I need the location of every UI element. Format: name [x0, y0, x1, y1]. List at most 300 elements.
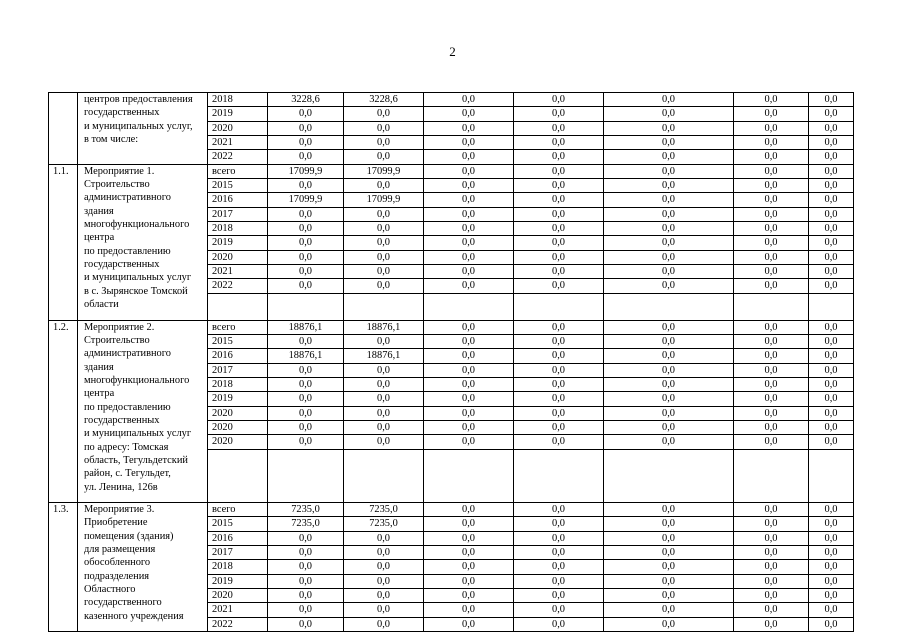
activity-number: 1.2.: [49, 320, 78, 502]
value-cell: 7235,0: [268, 502, 344, 516]
value-cell: 0,0: [514, 531, 604, 545]
value-cell: 0,0: [734, 334, 809, 348]
value-cell: 0,0: [424, 531, 514, 545]
description-line: Мероприятие 2.: [84, 321, 155, 333]
description-line: Областного: [84, 584, 136, 596]
value-cell: 0,0: [734, 207, 809, 221]
value-cell: 0,0: [734, 502, 809, 516]
value-cell: 0,0: [344, 560, 424, 574]
value-cell: 0,0: [514, 617, 604, 631]
description-line: казенного учреждения: [84, 610, 184, 622]
value-cell: 0,0: [809, 349, 854, 363]
value-cell: 0,0: [514, 517, 604, 531]
value-cell: 0,0: [514, 222, 604, 236]
year-cell: всего: [208, 164, 268, 178]
value-cell: 0,0: [604, 164, 734, 178]
value-cell: 0,0: [809, 334, 854, 348]
empty-cell: [734, 449, 809, 502]
empty-cell: [344, 293, 424, 320]
value-cell: 0,0: [604, 320, 734, 334]
value-cell: 0,0: [344, 150, 424, 164]
value-cell: 0,0: [734, 589, 809, 603]
value-cell: 0,0: [604, 574, 734, 588]
value-cell: 0,0: [424, 392, 514, 406]
value-cell: 0,0: [514, 406, 604, 420]
description-line: Строительство: [84, 179, 150, 191]
value-cell: 0,0: [604, 93, 734, 107]
value-cell: 0,0: [809, 435, 854, 449]
value-cell: 0,0: [424, 517, 514, 531]
value-cell: 0,0: [734, 222, 809, 236]
description-line: по адресу: Томская: [84, 441, 169, 453]
value-cell: 0,0: [809, 517, 854, 531]
value-cell: 0,0: [604, 334, 734, 348]
value-cell: 0,0: [268, 107, 344, 121]
value-cell: 0,0: [268, 279, 344, 293]
value-cell: 0,0: [514, 136, 604, 150]
value-cell: 0,0: [424, 334, 514, 348]
description-line: здания: [84, 361, 114, 373]
value-cell: 0,0: [268, 420, 344, 434]
value-cell: 0,0: [809, 560, 854, 574]
value-cell: 18876,1: [268, 349, 344, 363]
value-cell: 0,0: [268, 560, 344, 574]
description-line: по предоставлению: [84, 401, 171, 413]
description-line: административного: [84, 192, 171, 204]
empty-cell: [208, 293, 268, 320]
value-cell: 0,0: [809, 250, 854, 264]
value-cell: 0,0: [344, 603, 424, 617]
value-cell: 0,0: [344, 107, 424, 121]
value-cell: 0,0: [514, 349, 604, 363]
value-cell: 0,0: [424, 349, 514, 363]
value-cell: 0,0: [424, 107, 514, 121]
value-cell: 0,0: [734, 136, 809, 150]
year-cell: 2018: [208, 560, 268, 574]
value-cell: 0,0: [344, 420, 424, 434]
year-cell: 2019: [208, 107, 268, 121]
value-cell: 0,0: [734, 150, 809, 164]
table-row: [49, 320, 854, 334]
description-line: государственных: [84, 107, 160, 119]
year-cell: 2016: [208, 349, 268, 363]
value-cell: 0,0: [809, 279, 854, 293]
value-cell: 0,0: [424, 617, 514, 631]
value-cell: 3228,6: [268, 93, 344, 107]
value-cell: 0,0: [604, 502, 734, 516]
value-cell: 0,0: [809, 531, 854, 545]
value-cell: 0,0: [424, 589, 514, 603]
value-cell: 3228,6: [344, 93, 424, 107]
value-cell: 0,0: [424, 265, 514, 279]
year-cell: 2022: [208, 617, 268, 631]
year-cell: 2022: [208, 150, 268, 164]
value-cell: 0,0: [514, 121, 604, 135]
value-cell: 0,0: [809, 546, 854, 560]
description-line: в том числе:: [84, 134, 139, 146]
value-cell: 0,0: [424, 164, 514, 178]
value-cell: 0,0: [604, 420, 734, 434]
value-cell: 0,0: [268, 222, 344, 236]
value-cell: 0,0: [604, 560, 734, 574]
value-cell: 0,0: [268, 207, 344, 221]
value-cell: 0,0: [604, 363, 734, 377]
value-cell: 0,0: [344, 392, 424, 406]
value-cell: 0,0: [809, 589, 854, 603]
empty-cell: [424, 449, 514, 502]
value-cell: 0,0: [734, 279, 809, 293]
value-cell: 0,0: [809, 617, 854, 631]
value-cell: 0,0: [514, 392, 604, 406]
value-cell: 0,0: [268, 179, 344, 193]
value-cell: 0,0: [734, 377, 809, 391]
value-cell: 0,0: [604, 377, 734, 391]
value-cell: 0,0: [604, 349, 734, 363]
value-cell: 0,0: [268, 121, 344, 135]
value-cell: 0,0: [604, 546, 734, 560]
value-cell: 0,0: [604, 107, 734, 121]
description-line: по предоставлению: [84, 245, 171, 257]
value-cell: 0,0: [734, 121, 809, 135]
value-cell: 0,0: [268, 392, 344, 406]
value-cell: 0,0: [734, 250, 809, 264]
value-cell: 0,0: [424, 560, 514, 574]
activity-number: 1.1.: [49, 164, 78, 320]
description-line: государственных: [84, 259, 160, 271]
description-line: область, Тегульдетский: [84, 454, 188, 466]
activity-description: [78, 93, 208, 165]
value-cell: 0,0: [604, 121, 734, 135]
value-cell: 0,0: [268, 136, 344, 150]
description-line: многофункционального: [84, 219, 190, 231]
value-cell: 0,0: [424, 363, 514, 377]
value-cell: 0,0: [344, 589, 424, 603]
empty-cell: [604, 449, 734, 502]
value-cell: 0,0: [268, 617, 344, 631]
value-cell: 18876,1: [344, 349, 424, 363]
value-cell: 0,0: [514, 574, 604, 588]
value-cell: 0,0: [514, 589, 604, 603]
empty-cell: [604, 293, 734, 320]
value-cell: 0,0: [514, 107, 604, 121]
value-cell: 0,0: [424, 222, 514, 236]
value-cell: 0,0: [604, 603, 734, 617]
description-line: ул. Ленина, 126в: [84, 481, 158, 493]
value-cell: 17099,9: [268, 193, 344, 207]
description-line: обособленного: [84, 557, 151, 569]
value-cell: 0,0: [734, 392, 809, 406]
description-line: государственного: [84, 597, 162, 609]
year-cell: 2015: [208, 179, 268, 193]
value-cell: 0,0: [734, 320, 809, 334]
description-line: области: [84, 299, 119, 311]
description-line: многофункционального: [84, 374, 190, 386]
value-cell: 0,0: [344, 265, 424, 279]
value-cell: 0,0: [809, 121, 854, 135]
year-cell: 2017: [208, 363, 268, 377]
value-cell: 0,0: [424, 193, 514, 207]
value-cell: 0,0: [604, 207, 734, 221]
value-cell: 0,0: [734, 435, 809, 449]
value-cell: 0,0: [344, 617, 424, 631]
year-cell: 2019: [208, 392, 268, 406]
value-cell: 0,0: [604, 435, 734, 449]
empty-cell: [208, 449, 268, 502]
value-cell: 0,0: [424, 406, 514, 420]
value-cell: 0,0: [268, 377, 344, 391]
value-cell: 0,0: [604, 250, 734, 264]
value-cell: 0,0: [268, 435, 344, 449]
year-cell: 2018: [208, 222, 268, 236]
empty-cell: [809, 293, 854, 320]
value-cell: 17099,9: [268, 164, 344, 178]
year-cell: 2017: [208, 207, 268, 221]
description-line: помещения (здания): [84, 530, 174, 542]
value-cell: 0,0: [514, 320, 604, 334]
year-cell: 2020: [208, 121, 268, 135]
year-cell: 2019: [208, 574, 268, 588]
value-cell: 0,0: [268, 546, 344, 560]
value-cell: 7235,0: [344, 502, 424, 516]
value-cell: 0,0: [424, 121, 514, 135]
table-row: [49, 164, 854, 178]
value-cell: 0,0: [344, 250, 424, 264]
value-cell: 0,0: [344, 179, 424, 193]
value-cell: 0,0: [268, 236, 344, 250]
value-cell: 0,0: [809, 392, 854, 406]
year-cell: 2020: [208, 250, 268, 264]
year-cell: 2017: [208, 546, 268, 560]
year-cell: 2016: [208, 193, 268, 207]
value-cell: 0,0: [514, 279, 604, 293]
value-cell: 0,0: [344, 236, 424, 250]
year-cell: 2021: [208, 603, 268, 617]
value-cell: 0,0: [604, 150, 734, 164]
value-cell: 0,0: [734, 560, 809, 574]
value-cell: 0,0: [809, 320, 854, 334]
value-cell: 0,0: [424, 279, 514, 293]
value-cell: 0,0: [344, 136, 424, 150]
table-row: [49, 93, 854, 107]
value-cell: 0,0: [268, 334, 344, 348]
value-cell: 18876,1: [268, 320, 344, 334]
year-cell: всего: [208, 502, 268, 516]
empty-cell: [514, 449, 604, 502]
value-cell: 0,0: [809, 603, 854, 617]
activity-number: 1.3.: [49, 502, 78, 631]
value-cell: 0,0: [514, 250, 604, 264]
value-cell: 7235,0: [344, 517, 424, 531]
value-cell: 0,0: [424, 420, 514, 434]
value-cell: 0,0: [344, 546, 424, 560]
description-line: Приобретение: [84, 517, 148, 529]
value-cell: 0,0: [809, 207, 854, 221]
value-cell: 0,0: [809, 193, 854, 207]
year-cell: 2020: [208, 435, 268, 449]
value-cell: 0,0: [734, 517, 809, 531]
value-cell: 0,0: [604, 193, 734, 207]
value-cell: 0,0: [344, 334, 424, 348]
year-cell: 2015: [208, 334, 268, 348]
value-cell: 0,0: [809, 107, 854, 121]
value-cell: 0,0: [734, 349, 809, 363]
value-cell: 0,0: [268, 150, 344, 164]
value-cell: 0,0: [809, 93, 854, 107]
value-cell: 0,0: [734, 179, 809, 193]
value-cell: 0,0: [344, 406, 424, 420]
value-cell: 0,0: [734, 406, 809, 420]
empty-cell: [514, 293, 604, 320]
value-cell: 0,0: [514, 334, 604, 348]
value-cell: 0,0: [734, 193, 809, 207]
value-cell: 0,0: [604, 392, 734, 406]
description-line: [84, 146, 205, 159]
value-cell: 0,0: [424, 236, 514, 250]
value-cell: 0,0: [344, 279, 424, 293]
value-cell: 0,0: [344, 222, 424, 236]
value-cell: 0,0: [268, 574, 344, 588]
value-cell: 0,0: [514, 164, 604, 178]
description-line: подразделения: [84, 570, 150, 582]
value-cell: 0,0: [344, 531, 424, 545]
description-line: для размещения: [84, 544, 156, 556]
value-cell: 0,0: [344, 435, 424, 449]
activity-number: [49, 93, 78, 165]
value-cell: 0,0: [514, 207, 604, 221]
empty-cell: [809, 449, 854, 502]
value-cell: 0,0: [809, 136, 854, 150]
value-cell: 0,0: [424, 377, 514, 391]
value-cell: 0,0: [344, 574, 424, 588]
activity-description: [78, 502, 208, 631]
value-cell: 0,0: [809, 420, 854, 434]
value-cell: 17099,9: [344, 193, 424, 207]
description-line: и муниципальных услуг,: [84, 120, 193, 132]
value-cell: 0,0: [424, 546, 514, 560]
value-cell: 0,0: [514, 560, 604, 574]
value-cell: 0,0: [344, 207, 424, 221]
budget-table: [48, 92, 854, 632]
year-cell: 2021: [208, 136, 268, 150]
year-cell: 2020: [208, 589, 268, 603]
value-cell: 0,0: [344, 377, 424, 391]
empty-cell: [424, 293, 514, 320]
value-cell: 0,0: [514, 236, 604, 250]
year-cell: 2022: [208, 279, 268, 293]
value-cell: 0,0: [604, 222, 734, 236]
value-cell: 0,0: [604, 236, 734, 250]
value-cell: 0,0: [809, 164, 854, 178]
description-line: Строительство: [84, 334, 150, 346]
description-line: Мероприятие 3.: [84, 503, 155, 515]
value-cell: 0,0: [809, 502, 854, 516]
value-cell: 0,0: [268, 589, 344, 603]
description-line: центра: [84, 388, 115, 400]
value-cell: 0,0: [514, 435, 604, 449]
empty-cell: [344, 449, 424, 502]
value-cell: 0,0: [424, 502, 514, 516]
description-line: здания: [84, 205, 114, 217]
empty-cell: [268, 449, 344, 502]
value-cell: 0,0: [604, 265, 734, 279]
value-cell: 0,0: [268, 603, 344, 617]
value-cell: 0,0: [734, 617, 809, 631]
value-cell: 0,0: [734, 164, 809, 178]
value-cell: 0,0: [734, 603, 809, 617]
value-cell: 0,0: [604, 136, 734, 150]
table-body: [49, 93, 854, 632]
value-cell: 0,0: [809, 406, 854, 420]
year-cell: 2015: [208, 517, 268, 531]
value-cell: 0,0: [424, 320, 514, 334]
value-cell: 0,0: [604, 279, 734, 293]
value-cell: 0,0: [424, 93, 514, 107]
description-line: центров предоставления: [84, 94, 193, 105]
year-cell: 2020: [208, 420, 268, 434]
value-cell: 0,0: [809, 179, 854, 193]
value-cell: 0,0: [268, 265, 344, 279]
value-cell: 0,0: [268, 250, 344, 264]
year-cell: 2020: [208, 406, 268, 420]
value-cell: 0,0: [514, 150, 604, 164]
value-cell: 0,0: [514, 603, 604, 617]
value-cell: 0,0: [344, 121, 424, 135]
value-cell: 0,0: [268, 406, 344, 420]
description-line: государственных: [84, 414, 160, 426]
table-row: [49, 502, 854, 516]
value-cell: 18876,1: [344, 320, 424, 334]
value-cell: 0,0: [734, 107, 809, 121]
value-cell: 0,0: [809, 265, 854, 279]
year-cell: 2019: [208, 236, 268, 250]
value-cell: 0,0: [734, 363, 809, 377]
description-line: в с. Зырянское Томской: [84, 285, 188, 297]
description-line: и муниципальных услуг: [84, 428, 192, 440]
activity-description: [78, 164, 208, 320]
value-cell: 0,0: [734, 420, 809, 434]
value-cell: 0,0: [514, 502, 604, 516]
value-cell: 0,0: [809, 150, 854, 164]
value-cell: 0,0: [424, 179, 514, 193]
description-line: Мероприятие 1.: [84, 165, 155, 177]
value-cell: 0,0: [424, 250, 514, 264]
value-cell: 0,0: [604, 179, 734, 193]
description-line: административного: [84, 348, 171, 360]
empty-cell: [734, 293, 809, 320]
description-line: и муниципальных услуг: [84, 272, 192, 284]
value-cell: 0,0: [604, 531, 734, 545]
value-cell: 0,0: [809, 236, 854, 250]
value-cell: 0,0: [604, 517, 734, 531]
value-cell: 0,0: [734, 236, 809, 250]
value-cell: 0,0: [424, 603, 514, 617]
year-cell: 2021: [208, 265, 268, 279]
value-cell: 0,0: [424, 435, 514, 449]
value-cell: 7235,0: [268, 517, 344, 531]
value-cell: 0,0: [514, 179, 604, 193]
value-cell: 0,0: [424, 150, 514, 164]
description-line: центра: [84, 232, 115, 244]
value-cell: 0,0: [424, 207, 514, 221]
value-cell: 0,0: [604, 406, 734, 420]
value-cell: 0,0: [734, 574, 809, 588]
value-cell: 0,0: [809, 377, 854, 391]
value-cell: 0,0: [424, 136, 514, 150]
year-cell: 2018: [208, 93, 268, 107]
page-number: 2: [449, 44, 456, 59]
year-cell: 2016: [208, 531, 268, 545]
year-cell: 2018: [208, 377, 268, 391]
